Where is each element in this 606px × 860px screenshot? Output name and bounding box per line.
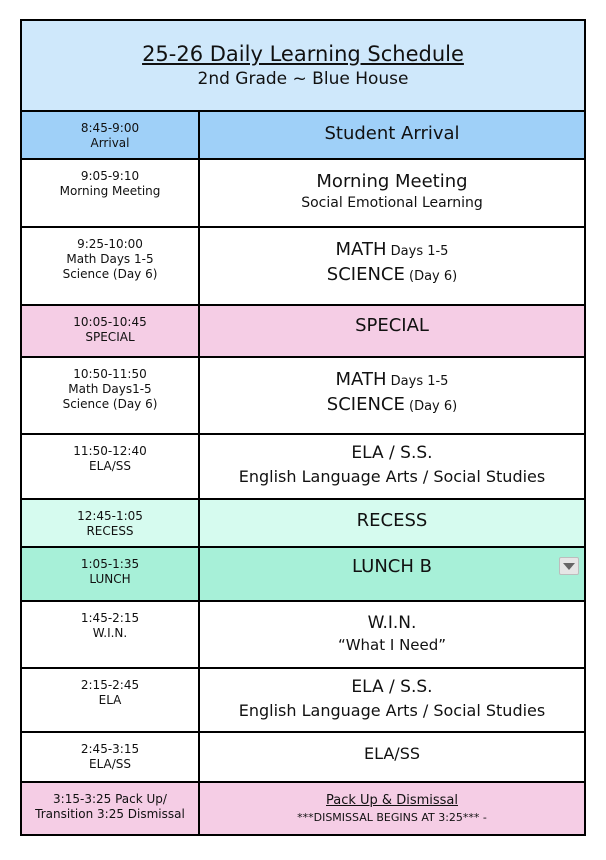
table-row	[22, 159, 584, 227]
activity-title: RECESS	[356, 510, 428, 531]
table-row	[22, 499, 584, 547]
activity-cell	[199, 601, 584, 668]
time-range: 1:45-2:15	[80, 611, 140, 625]
time-label: Math Days 1-5	[66, 252, 154, 266]
table-row	[22, 732, 584, 782]
table-row	[22, 227, 584, 305]
schedule-table	[22, 112, 584, 834]
time-label: Science (Day 6)	[62, 267, 158, 281]
time-cell	[22, 601, 199, 668]
activity-line	[200, 238, 584, 263]
activity-title: Pack Up & Dismissal	[326, 793, 458, 808]
activity-cell	[199, 782, 584, 834]
time-range: 2:15-2:45	[80, 678, 140, 692]
activity-subtitle: “What I Need”	[337, 636, 447, 654]
time-cell	[22, 357, 199, 434]
activity-title: W.I.N.	[367, 613, 417, 633]
activity-cell	[199, 159, 584, 227]
time-cell	[22, 112, 199, 159]
time-cell	[22, 227, 199, 305]
time-cell	[22, 668, 199, 732]
activity-detail: (Day 6)	[404, 269, 458, 284]
time-label: Arrival	[90, 136, 130, 150]
time-label: ELA/SS	[88, 757, 132, 771]
table-row	[22, 357, 584, 434]
time-label: ELA/SS	[88, 459, 132, 473]
table-row	[22, 601, 584, 668]
activity-title: SCIENCE	[326, 264, 405, 285]
time-cell	[22, 159, 199, 227]
schedule-header	[22, 21, 584, 112]
activity-title: Morning Meeting	[316, 171, 468, 192]
activity-subtitle: English Language Arts / Social Studies	[238, 701, 546, 720]
table-row	[22, 434, 584, 499]
activity-title: Student Arrival	[324, 123, 460, 144]
activity-cell	[199, 305, 584, 357]
time-range: 10:05-10:45	[73, 315, 147, 329]
time-range: 3:15-3:25 Pack Up/	[53, 792, 167, 806]
time-label: LUNCH	[89, 572, 131, 586]
activity-title: MATH	[335, 239, 387, 260]
activity-subtitle: ***DISMISSAL BEGINS AT 3:25*** -	[297, 811, 487, 824]
time-range: 10:50-11:50	[73, 367, 147, 381]
table-row	[22, 782, 584, 834]
activity-line	[200, 368, 584, 393]
activity-title: SPECIAL	[355, 315, 429, 336]
time-label: ELA	[98, 693, 122, 707]
time-label: Math Days1-5	[68, 382, 152, 396]
activity-line	[200, 393, 584, 418]
time-cell	[22, 434, 199, 499]
time-cell	[22, 499, 199, 547]
table-row	[22, 112, 584, 159]
activity-cell	[199, 547, 584, 601]
time-label: Transition 3:25 Dismissal	[35, 807, 185, 821]
table-row	[22, 668, 584, 732]
time-label: RECESS	[86, 524, 134, 538]
time-range: 2:45-3:15	[80, 742, 140, 756]
activity-cell	[199, 357, 584, 434]
schedule-subtitle: 2nd Grade ~ Blue House	[197, 68, 409, 89]
time-cell	[22, 547, 199, 601]
time-range: 12:45-1:05	[77, 509, 143, 523]
activity-cell	[199, 434, 584, 499]
activity-title: MATH	[335, 369, 387, 390]
activity-title: ELA/SS	[363, 744, 421, 763]
schedule-sheet	[20, 19, 586, 836]
lunch-dropdown-button[interactable]	[559, 557, 579, 575]
activity-cell	[199, 112, 584, 159]
activity-detail: Days 1-5	[386, 244, 449, 259]
time-range: 8:45-9:00	[80, 121, 140, 135]
time-range: 1:05-1:35	[80, 557, 140, 571]
activity-cell	[199, 668, 584, 732]
time-range: 9:25-10:00	[77, 237, 143, 251]
table-row	[22, 305, 584, 357]
schedule-title: 25-26 Daily Learning Schedule	[142, 41, 464, 66]
activity-cell	[199, 499, 584, 547]
time-range: 11:50-12:40	[73, 444, 147, 458]
activity-detail: Days 1-5	[386, 374, 449, 389]
time-range: 9:05-9:10	[80, 169, 140, 183]
time-label: W.I.N.	[92, 626, 128, 640]
time-cell	[22, 732, 199, 782]
activity-title: ELA / S.S.	[351, 443, 433, 463]
table-row	[22, 547, 584, 601]
activity-title: LUNCH B	[352, 556, 432, 577]
activity-subtitle: Social Emotional Learning	[301, 195, 483, 211]
activity-cell	[199, 227, 584, 305]
activity-line	[200, 263, 584, 288]
time-label: SPECIAL	[85, 330, 135, 344]
activity-subtitle: English Language Arts / Social Studies	[238, 467, 546, 486]
activity-detail: (Day 6)	[404, 399, 458, 414]
time-cell	[22, 782, 199, 834]
time-cell	[22, 305, 199, 357]
activity-cell	[199, 732, 584, 782]
activity-title: ELA / S.S.	[351, 677, 433, 697]
time-label: Morning Meeting	[59, 184, 161, 198]
chevron-down-icon	[563, 563, 575, 570]
activity-title: SCIENCE	[326, 394, 405, 415]
time-label: Science (Day 6)	[62, 397, 158, 411]
